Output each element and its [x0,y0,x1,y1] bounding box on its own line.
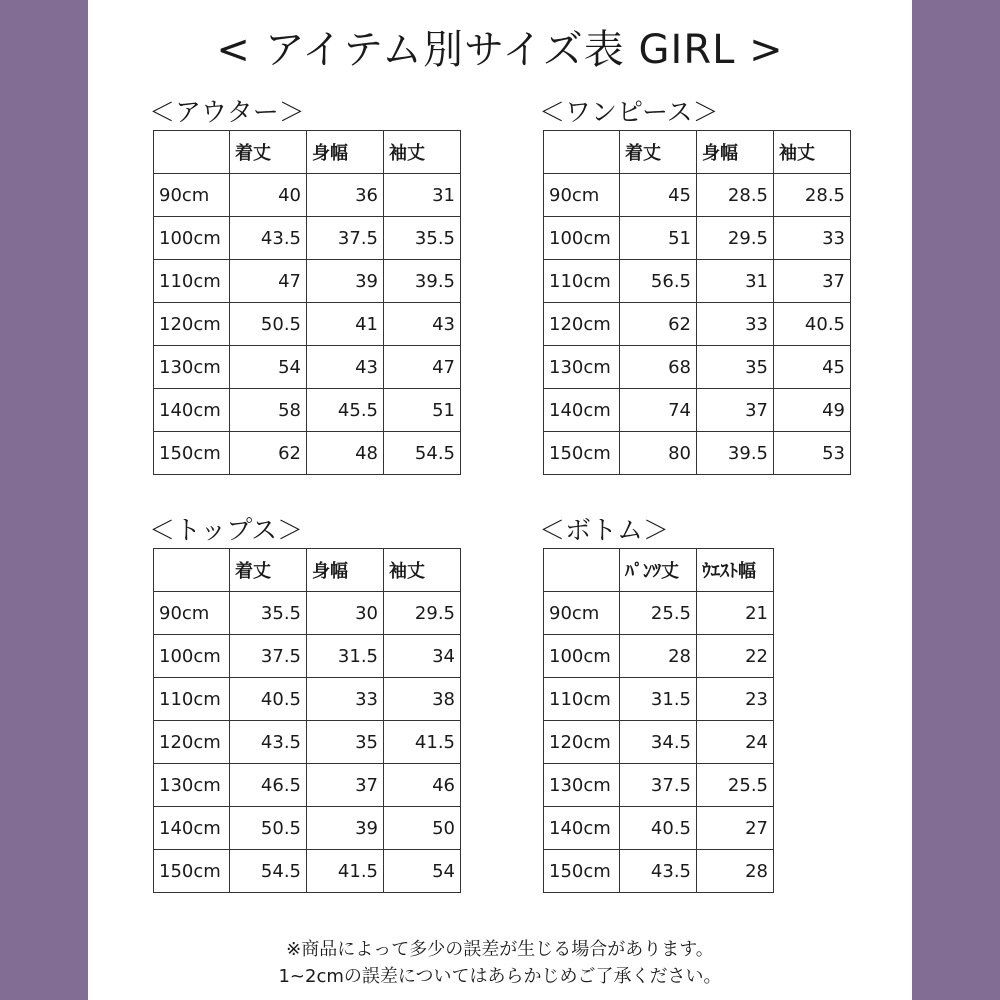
measurement-cell: 31 [384,174,461,217]
size-label: 120cm [544,721,620,764]
column-header: 着丈 [230,131,307,174]
size-label: 130cm [154,346,230,389]
table-row [544,592,774,635]
corner-cell [544,549,620,592]
measurement-cell: 25.5 [620,592,697,635]
tops-section [149,514,461,893]
corner-cell [154,131,230,174]
measurement-cell: 28.5 [697,174,774,217]
measurement-cell: 43.5 [230,217,307,260]
table-row [154,592,461,635]
measurement-cell: 43.5 [620,850,697,893]
outer-size-table [153,130,461,475]
corner-cell [544,131,620,174]
measurement-cell: 48 [307,432,384,475]
measurement-cell: 31.5 [307,635,384,678]
column-header: 身幅 [307,549,384,592]
disclaimer-note [88,936,912,990]
measurement-cell: 47 [384,346,461,389]
measurement-cell: 54.5 [230,850,307,893]
measurement-cell: 33 [697,303,774,346]
size-label: 130cm [544,346,620,389]
size-label: 90cm [154,174,230,217]
measurement-cell: 38 [384,678,461,721]
measurement-cell: 43 [384,303,461,346]
header-row [544,549,774,592]
measurement-cell: 45 [774,346,851,389]
page-title: < アイテム別サイズ表 GIRL > [216,27,784,73]
table-row [544,635,774,678]
table-row [544,807,774,850]
size-label: 140cm [544,807,620,850]
corner-cell [154,549,230,592]
note-line: ※商品によって多少の誤差が生じる場合があります。 [286,939,714,960]
onepiece-size-table [543,130,851,475]
measurement-cell: 22 [697,635,774,678]
measurement-cell: 54 [384,850,461,893]
header-row [154,131,461,174]
size-label: 110cm [154,260,230,303]
column-header: 袖丈 [384,131,461,174]
table-row [154,635,461,678]
measurement-cell: 33 [307,678,384,721]
measurement-cell: 40.5 [774,303,851,346]
table-row [154,303,461,346]
size-label: 130cm [154,764,230,807]
table-row [154,850,461,893]
section-title: ＜トップス＞ [149,516,304,546]
measurement-cell: 39.5 [697,432,774,475]
column-header: 着丈 [230,549,307,592]
bottoms-size-table [543,548,774,893]
table-row [154,764,461,807]
measurement-cell: 35.5 [384,217,461,260]
measurement-cell: 34.5 [620,721,697,764]
section-title: ＜ボトム＞ [539,516,670,546]
measurement-cell: 46.5 [230,764,307,807]
table-row [544,217,851,260]
table-row [544,389,851,432]
measurement-cell: 45 [620,174,697,217]
measurement-cell: 37 [697,389,774,432]
measurement-cell: 36 [307,174,384,217]
size-chart-page [88,0,912,1000]
size-label: 90cm [154,592,230,635]
size-label: 140cm [154,807,230,850]
measurement-cell: 37.5 [620,764,697,807]
measurement-cell: 40.5 [230,678,307,721]
measurement-cell: 35 [307,721,384,764]
table-row [544,303,851,346]
table-row [544,174,851,217]
measurement-cell: 37 [307,764,384,807]
measurement-cell: 21 [697,592,774,635]
size-label: 100cm [154,217,230,260]
outer-section [149,96,461,475]
measurement-cell: 58 [230,389,307,432]
size-label: 150cm [154,432,230,475]
measurement-cell: 62 [620,303,697,346]
column-header: 着丈 [620,131,697,174]
measurement-cell: 35 [697,346,774,389]
table-row [154,346,461,389]
measurement-cell: 43 [307,346,384,389]
column-header: 袖丈 [774,131,851,174]
size-label: 100cm [544,635,620,678]
note-line: 1~2cmの誤差についてはあらかじめご了承ください。 [278,966,722,987]
measurement-cell: 56.5 [620,260,697,303]
measurement-cell: 50.5 [230,303,307,346]
table-row [544,678,774,721]
column-header: 身幅 [307,131,384,174]
measurement-cell: 37 [774,260,851,303]
measurement-cell: 35.5 [230,592,307,635]
measurement-cell: 31 [697,260,774,303]
size-label: 120cm [154,721,230,764]
tops-size-table [153,548,461,893]
measurement-cell: 25.5 [697,764,774,807]
onepiece-section [539,96,851,475]
size-label: 120cm [154,303,230,346]
measurement-cell: 29.5 [697,217,774,260]
column-header: ｳｴｽﾄ幅 [697,549,774,592]
measurement-cell: 41 [307,303,384,346]
measurement-cell: 27 [697,807,774,850]
table-row [544,260,851,303]
table-row [154,389,461,432]
measurement-cell: 41.5 [307,850,384,893]
column-header: 身幅 [697,131,774,174]
measurement-cell: 62 [230,432,307,475]
measurement-cell: 54 [230,346,307,389]
size-label: 90cm [544,592,620,635]
header-row [154,549,461,592]
header-row [544,131,851,174]
measurement-cell: 80 [620,432,697,475]
measurement-cell: 47 [230,260,307,303]
measurement-cell: 49 [774,389,851,432]
size-label: 150cm [154,850,230,893]
measurement-cell: 39 [307,260,384,303]
size-label: 110cm [544,678,620,721]
table-row [544,432,851,475]
measurement-cell: 45.5 [307,389,384,432]
measurement-cell: 74 [620,389,697,432]
table-row [154,174,461,217]
measurement-cell: 28.5 [774,174,851,217]
table-row [154,217,461,260]
measurement-cell: 51 [384,389,461,432]
measurement-cell: 46 [384,764,461,807]
column-header: 袖丈 [384,549,461,592]
size-label: 140cm [154,389,230,432]
size-label: 110cm [544,260,620,303]
table-row [544,346,851,389]
section-title: ＜ワンピース＞ [539,98,719,128]
table-row [544,850,774,893]
size-label: 150cm [544,850,620,893]
table-row [154,807,461,850]
measurement-cell: 31.5 [620,678,697,721]
measurement-cell: 29.5 [384,592,461,635]
measurement-cell: 28 [697,850,774,893]
table-row [154,432,461,475]
table-row [154,721,461,764]
size-label: 120cm [544,303,620,346]
measurement-cell: 39.5 [384,260,461,303]
bottoms-section [539,514,774,893]
measurement-cell: 33 [774,217,851,260]
measurement-cell: 41.5 [384,721,461,764]
size-label: 130cm [544,764,620,807]
size-label: 150cm [544,432,620,475]
measurement-cell: 50.5 [230,807,307,850]
measurement-cell: 37.5 [307,217,384,260]
size-label: 100cm [154,635,230,678]
measurement-cell: 50 [384,807,461,850]
table-row [154,678,461,721]
measurement-cell: 51 [620,217,697,260]
measurement-cell: 28 [620,635,697,678]
measurement-cell: 30 [307,592,384,635]
section-title: ＜アウター＞ [149,98,305,128]
measurement-cell: 23 [697,678,774,721]
measurement-cell: 54.5 [384,432,461,475]
measurement-cell: 40.5 [620,807,697,850]
measurement-cell: 68 [620,346,697,389]
size-label: 110cm [154,678,230,721]
size-label: 90cm [544,174,620,217]
measurement-cell: 34 [384,635,461,678]
size-label: 140cm [544,389,620,432]
measurement-cell: 24 [697,721,774,764]
table-row [544,764,774,807]
measurement-cell: 53 [774,432,851,475]
column-header: ﾊﾟﾝﾂ丈 [620,549,697,592]
measurement-cell: 43.5 [230,721,307,764]
measurement-cell: 40 [230,174,307,217]
table-row [544,721,774,764]
measurement-cell: 39 [307,807,384,850]
table-row [154,260,461,303]
size-label: 100cm [544,217,620,260]
measurement-cell: 37.5 [230,635,307,678]
